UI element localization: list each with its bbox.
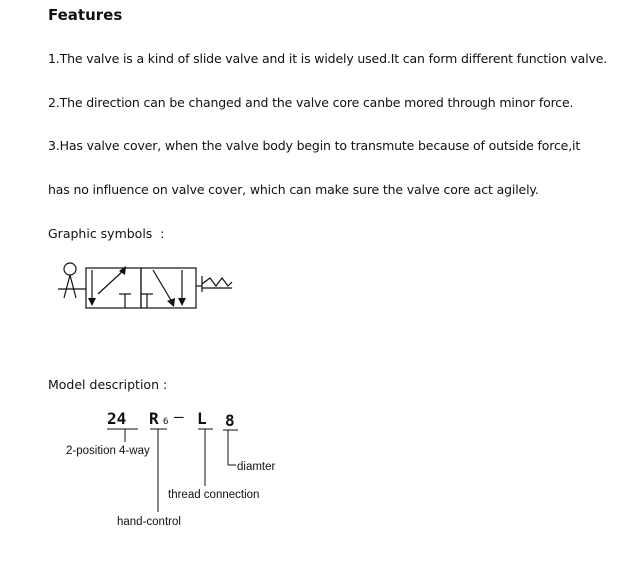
feature-line-4: has no influence on valve cover, which can make sure the valve core act agilely. [48, 182, 539, 197]
model-code-diameter: 8 [225, 411, 235, 430]
feature-line-1: 1.The valve is a kind of slide valve and it is widely used.It can form different function valve. [48, 51, 608, 66]
annotation-hand: hand-control [117, 516, 181, 528]
annotation-diameter: diamter [237, 461, 276, 473]
valve-box-left [86, 268, 141, 308]
hand-lever-knob [64, 263, 76, 275]
features-heading: Features [48, 6, 123, 24]
model-code-operation: R [149, 409, 159, 428]
model-code-operation-sub: 6 [163, 417, 169, 427]
model-code-series: 24 [107, 409, 127, 428]
graphic-symbols-label: Graphic symbols : [48, 226, 165, 241]
model-code-thread: L [197, 409, 207, 428]
model-code-dash: — [174, 407, 184, 426]
model-description-label: Model description : [48, 377, 168, 392]
valve-graphic-symbol [50, 256, 240, 316]
arrow-head-down-left [88, 298, 96, 306]
model-code-diagram [0, 400, 629, 540]
annotation-thread: thread connection [168, 489, 260, 501]
arrow-head-down-right [178, 298, 186, 306]
feature-line-2: 2.The direction can be changed and the valve core canbe mored through minor force. [48, 95, 574, 110]
feature-line-3: 3.Has valve cover, when the valve body begin to transmute because of outside force,it [48, 138, 581, 153]
annotation-position: 2-position 4-way [66, 445, 150, 457]
